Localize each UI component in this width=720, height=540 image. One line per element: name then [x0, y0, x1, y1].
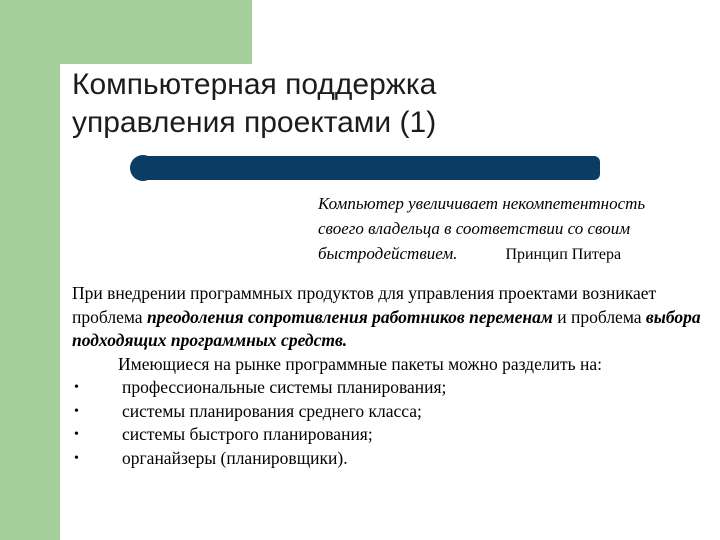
- quote-line: [318, 241, 718, 267]
- bullet-icon: •: [74, 403, 79, 419]
- list-item-text: профессиональные системы планирования;: [122, 377, 447, 397]
- lead-paragraph: Имеющиеся на рынке программные пакеты можно разделить на:: [118, 353, 602, 374]
- bullet-icon: •: [74, 380, 79, 395]
- list-item-text: системы быстрого планирования;: [122, 424, 373, 444]
- bullet-icon: •: [74, 427, 79, 442]
- slide-title: [72, 66, 436, 142]
- intro-text-2: и проблема: [552, 306, 646, 327]
- list-item-text: органайзеры (планировщики).: [122, 447, 348, 468]
- intro-text-1: При внедрении программных продуктов для управления проектами возникает проблема: [72, 283, 657, 327]
- list-item: [72, 447, 712, 471]
- bullet-icon: •: [74, 450, 79, 466]
- top-accent-block: [0, 0, 252, 64]
- slide-title-line-2: управления проектами (1): [72, 106, 437, 139]
- slide-title-line-1: Компьютерная поддержка: [72, 68, 437, 101]
- emphasis-resistance: преодоления сопротивления работников переменам: [146, 306, 553, 327]
- list-item: [72, 400, 712, 424]
- list-item: [72, 423, 712, 447]
- intro-paragraph: [72, 282, 712, 353]
- left-accent-band: [0, 0, 60, 540]
- package-types-list: [72, 376, 712, 470]
- slide-body: [72, 282, 712, 470]
- emphasis-software-choice: выбора подходящих программных средств.: [72, 306, 701, 350]
- list-item-text: системы планирования среднего класса;: [122, 400, 422, 421]
- title-underline-bar: [148, 156, 600, 180]
- epigraph-quote: [318, 191, 718, 267]
- quote-line-3: быстродействием.: [318, 244, 458, 263]
- quote-author: Принцип Питера: [505, 246, 622, 263]
- quote-line: своего владельца в соответствии со своим: [318, 219, 631, 238]
- quote-line: Компьютер увеличивает некомпетентность: [318, 194, 646, 213]
- list-item: [72, 376, 712, 400]
